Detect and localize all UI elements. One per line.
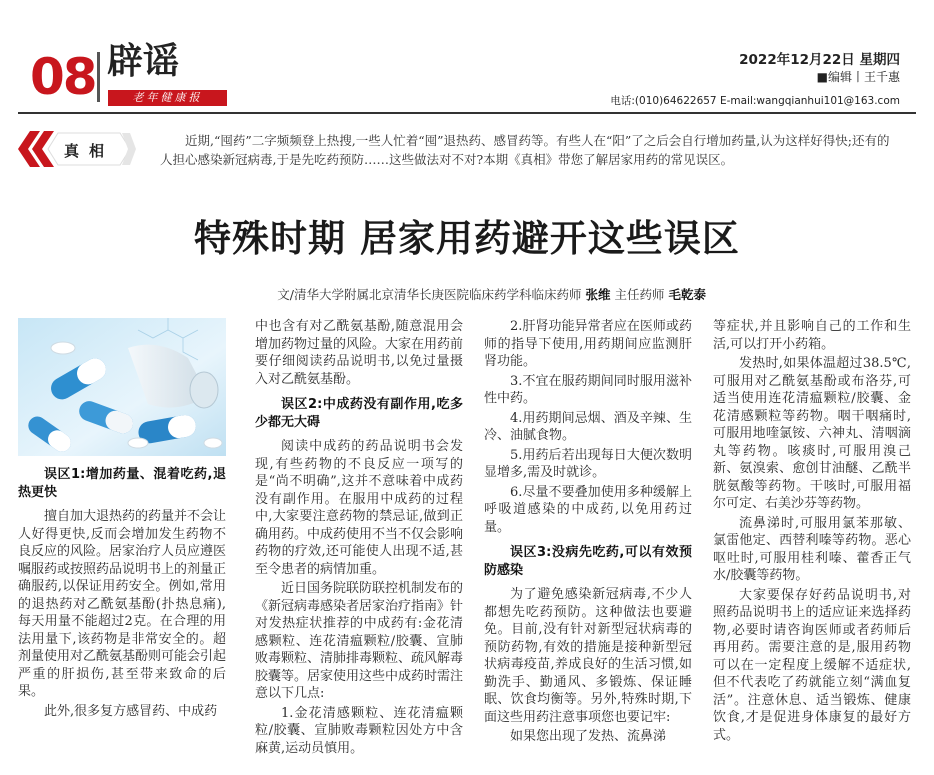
section-title: 辟谣 [107, 41, 180, 82]
intro-paragraph: 近期,“囤药”二字频频登上热搜,一些人忙着“囤”退热药、感冒药等。有些人在“阳”了之后会自行增加药量,认为这样好得快;还有的人担心感染新冠病毒,于是先吃药预防……这些做法对不对?本期《真相》带您了解居家用药的常见误区。 [160, 133, 890, 167]
author-role: 主任药师 [614, 287, 665, 302]
misconception-heading-3: 误区3:没病先吃药,可以有效预防感染 [484, 545, 692, 578]
body-paragraph: 阅读中成药的药品说明书会发现,有些药物的不良反应一项写的是“尚不明确”,这并不意味着中成药没有副作用。在服用中成药的过程中,大家要注意药物的禁忌证,做到正确用药。中成药使用不当不仅会影响药物的疗效,还可能使人出现不适,甚至令患者的病情加重。 [255, 439, 464, 577]
editor-credit: ■编辑丨王千惠 [816, 70, 900, 84]
article-headline: 特殊时期 居家用药避开这些误区 [194, 217, 740, 260]
body-paragraph: 2.肝肾功能异常者应在医师或药师的指导下使用,用药期间应监测肝肾功能。 [484, 319, 692, 369]
medicine-capsules-photo [18, 318, 226, 456]
body-paragraph: 流鼻涕时,可服用氯苯那敏、氯雷他定、西替利嗪等药物。恶心呕吐时,可服用桂利嗪、藿香正气水/胶囊等药物。 [713, 515, 911, 583]
article-column-4 [713, 318, 911, 746]
body-paragraph: 为了避免感染新冠病毒,不少人都想先吃药预防。这种做法也要避免。目前,没有针对新型冠状病毒的预防药物,有效的措施是接种新型冠状病毒疫苗,养成良好的生活习惯,如勤洗手、勤通风、多锻炼、保证睡眠、饮食均衡等。另外,特殊时期,下面这些用药注意事项您也要记牢: [484, 587, 692, 725]
misconception-heading-1: 误区1:增加药量、混着吃药,退热更快 [18, 467, 226, 500]
body-paragraph: 4.用药期间忌烟、酒及辛辣、生冷、油腻食物。 [484, 410, 692, 443]
column-tag: 真相 [64, 142, 115, 160]
author-name: 张维 [585, 287, 611, 302]
masthead-rule [18, 112, 916, 114]
contact-info: 电话:(010)64622657 E-mail:wangqianhui101@163.com [610, 95, 900, 107]
body-paragraph: 擅自加大退热药的药量并不会让人好得更快,反而会增加发生药物不良反应的风险。居家治疗人员应遵医嘱服药或按照药品说明书上的剂量正确服药,以保证用药安全。例如,常用的退热药对乙酰氨基酚(扑热息痛),每天用量不能超过2克。在合理的用法用量下,该药物是非常安全的。超剂量使用对乙酰氨基酚则可能会引起严重的肝损伤,甚至带来致命的后果。 [18, 509, 227, 699]
body-paragraph: 1.金花清感颗粒、连花清瘟颗粒/胶囊、宣肺败毒颗粒因处方中含麻黄,运动员慎用。 [255, 705, 463, 756]
body-paragraph: 近日国务院联防联控机制发布的《新冠病毒感染者居家治疗指南》针对发热症状推荐的中成药有:金花清感颗粒、连花清瘟颗粒/胶囊、宣肺败毒颗粒、清肺排毒颗粒、疏风解毒胶囊等。居家使用这些中成药时需注意以下几点: [255, 581, 464, 701]
article-column-1 [18, 318, 226, 722]
paper-name-badge: 老年健康报 [108, 90, 227, 106]
page-number: 08 [30, 48, 96, 106]
byline-affiliation: 文/清华大学附属北京清华长庚医院临床药学科临床药师 [277, 287, 582, 302]
byline [277, 285, 706, 303]
body-paragraph: 如果您出现了发热、流鼻涕 [510, 729, 667, 744]
article-column-2 [255, 318, 463, 759]
body-paragraph: 6.尽量不要叠加使用多种缓解上呼吸道感染的中成药,以免用药过量。 [484, 484, 692, 535]
masthead-divider [97, 52, 100, 102]
issue-date: 2022年12月22日 星期四 [739, 52, 900, 68]
misconception-heading-2: 误区2:中成药没有副作用,吃多少都无大碍 [255, 397, 463, 430]
body-paragraph: 此外,很多复方感冒药、中成药 [44, 703, 218, 719]
body-paragraph: 3.不宜在服药期间同时服用滋补性中药。 [484, 373, 692, 406]
body-paragraph: 5.用药后若出现每日大便次数明显增多,需及时就诊。 [484, 447, 692, 480]
body-paragraph: 大家要保存好药品说明书,对照药品说明书上的适应证来选择药物,必要时请咨询医师或者药师后再用药。需要注意的是,服用药物可以在一定程度上缓解不适症状,但不代表吃了药就能立刻“满血复活”。注意休息、适当锻炼、健康饮食,才是促进身体康复的最好方式。 [713, 587, 911, 743]
body-paragraph: 等症状,并且影响自己的工作和生活,可以打开小药箱。 [713, 319, 911, 352]
article-column-3 [484, 318, 692, 748]
body-paragraph: 发热时,如果体温超过38.5℃,可服用对乙酰氨基酚或布洛芬,可适当使用连花清瘟颗粒/胶囊、金花清感颗粒等药物。咽干咽痛时,可服用地喹氯铵、六神丸、清咽滴丸等药物。咳痰时,可服用溴己新、氨溴索、愈创甘油醚、乙酰半胱氨酸等药物。干咳时,可服用福尔可定、右美沙芬等药物。 [713, 356, 911, 511]
body-paragraph: 中也含有对乙酰氨基酚,随意混用会增加药物过量的风险。大家在用药前要仔细阅读药品说明书,以免过量摄入对乙酰氨基酚。 [255, 319, 464, 387]
author-name: 毛乾泰 [668, 287, 706, 302]
